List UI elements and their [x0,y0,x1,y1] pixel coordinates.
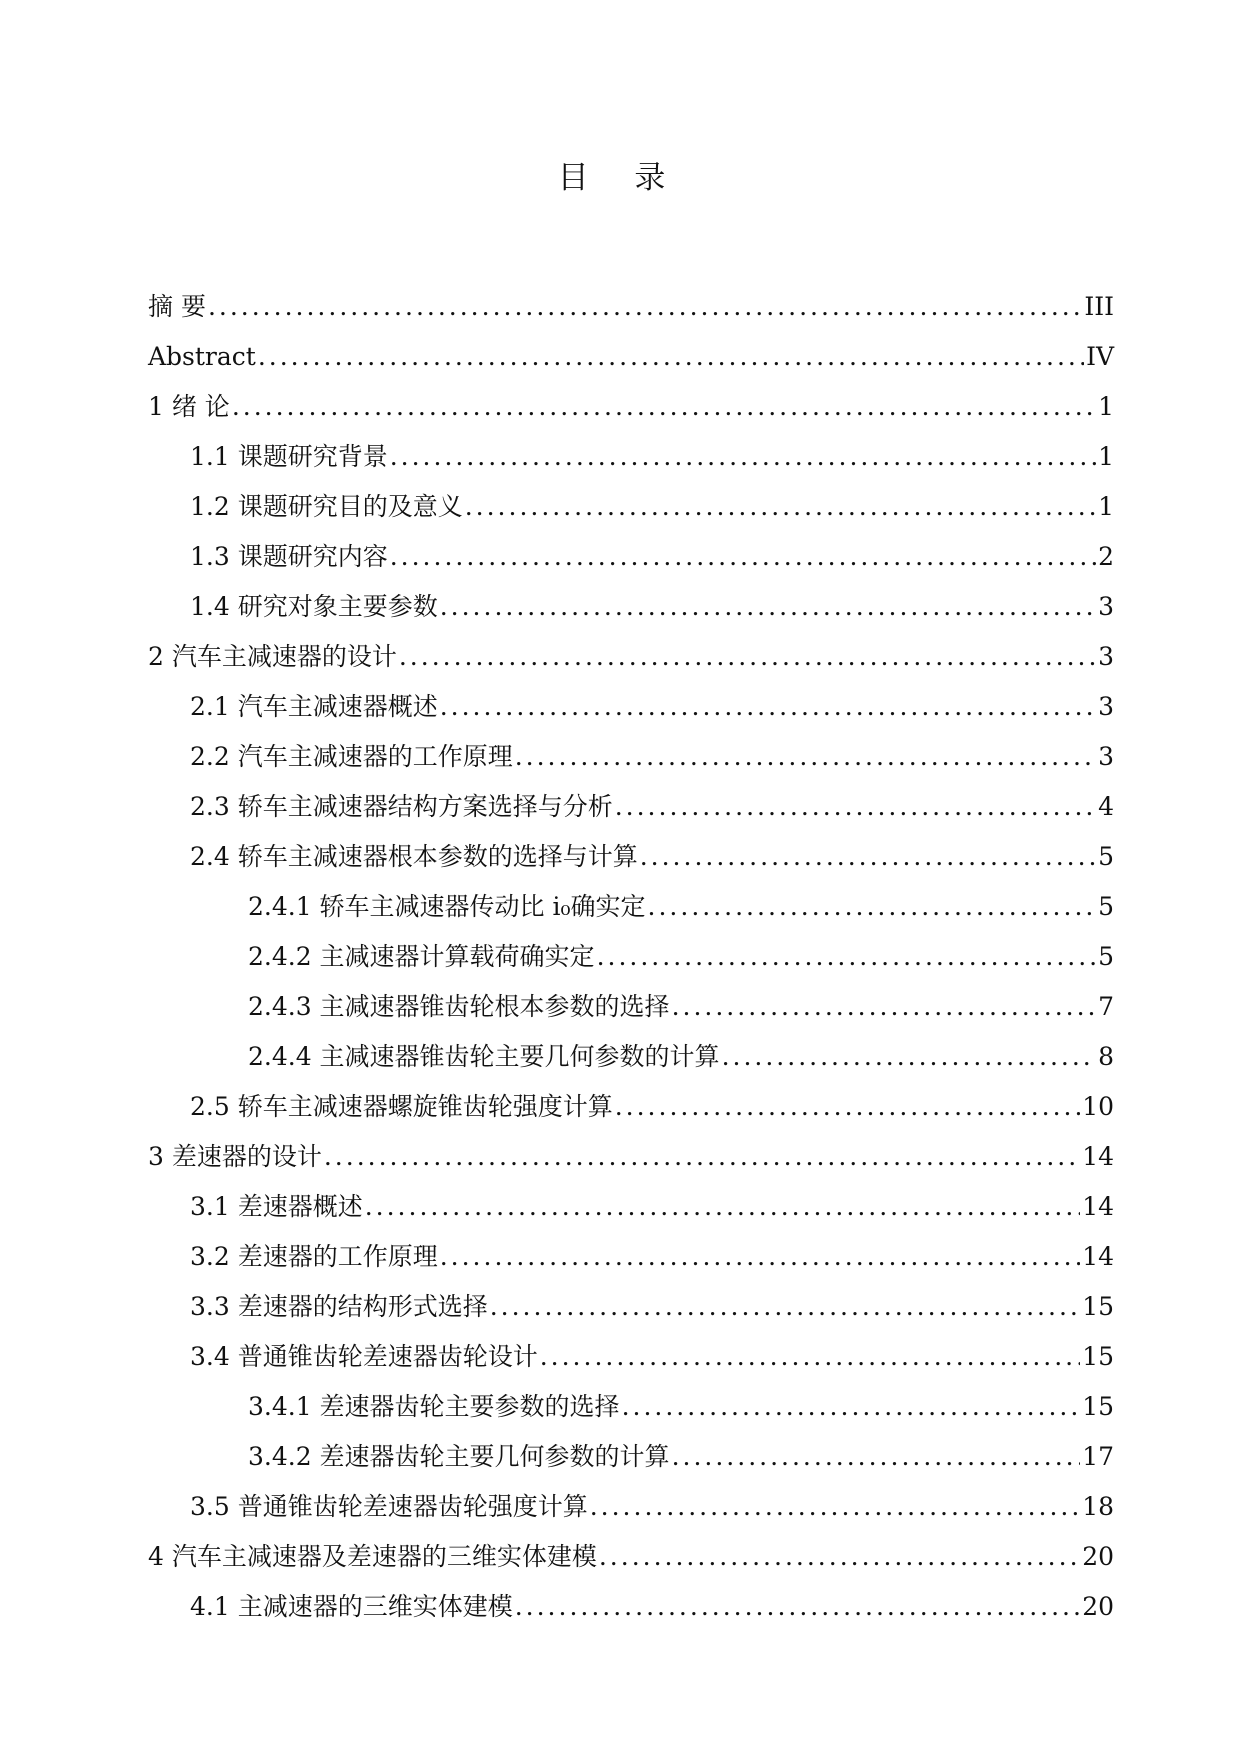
dot-leader [258,342,1084,372]
dot-leader [440,1242,1080,1272]
toc-entry-page-number: 7 [1098,992,1114,1021]
toc-entry[interactable] [148,872,1114,922]
toc-entry-label: 4.1 主减速器的三维实体建模 [190,1592,513,1621]
toc-entry-page-number: 18 [1082,1492,1114,1521]
toc-entry-page-number: 10 [1082,1092,1114,1121]
toc-entry[interactable] [148,272,1114,322]
toc-entry[interactable] [148,1322,1114,1372]
toc-entry[interactable] [148,322,1114,372]
dot-leader [390,542,1096,572]
toc-entry-page-number: 14 [1082,1242,1114,1271]
dot-leader [597,942,1097,972]
toc-entry-page-number: 14 [1082,1142,1114,1171]
toc-entry-label: 3.3 差速器的结构形式选择 [190,1292,488,1321]
toc-entry-page-number: 20 [1082,1592,1114,1621]
toc-entry[interactable] [148,1472,1114,1522]
dot-leader [390,442,1096,472]
toc-entry[interactable] [148,1022,1114,1072]
toc-entry[interactable] [148,972,1114,1022]
dot-leader [515,1592,1080,1622]
toc-entry-label: 1 绪 论 [148,392,230,421]
dot-leader [722,1042,1097,1072]
toc-entry-page-number: 17 [1082,1442,1114,1471]
toc-entry[interactable] [148,672,1114,722]
toc-entry-page-number: 3 [1098,692,1114,721]
toc-entry-page-number: 5 [1098,942,1114,971]
toc-entry[interactable] [148,572,1114,622]
toc-entry-label: 3.2 差速器的工作原理 [190,1242,438,1271]
toc-entry-page-number: 20 [1082,1542,1114,1571]
toc-entry-page-number: 1 [1098,442,1114,471]
toc-entry-label: 2.4 轿车主减速器根本参数的选择与计算 [190,842,638,871]
toc-entry-page-number: 1 [1098,392,1114,421]
toc-entry-label: 1.4 研究对象主要参数 [190,592,438,621]
toc-entry[interactable] [148,472,1114,522]
toc-entry-label: 2.5 轿车主减速器螺旋锥齿轮强度计算 [190,1092,613,1121]
toc-entry-page-number: 14 [1082,1192,1114,1221]
dot-leader [399,642,1096,672]
dot-leader [465,492,1096,522]
toc-entry-page-number: 3 [1098,592,1114,621]
dot-leader [622,1392,1081,1422]
toc-entry-page-number: 4 [1098,792,1114,821]
toc-entry-page-number: 3 [1098,642,1114,671]
toc-entry-page-number: 1 [1098,492,1114,521]
dot-leader [672,992,1097,1022]
dot-leader [515,742,1096,772]
toc-entry-page-number: 3 [1098,742,1114,771]
toc-entry-label: 3 差速器的设计 [148,1142,322,1171]
toc-entry[interactable] [148,722,1114,772]
toc-entry-label: 4 汽车主减速器及差速器的三维实体建模 [148,1542,597,1571]
toc-entry[interactable] [148,1222,1114,1272]
toc-entry-page-number: 5 [1098,842,1114,871]
dot-leader [599,1542,1080,1572]
toc-entry-label: 3.4.1 差速器齿轮主要参数的选择 [248,1392,620,1421]
toc-entry-page-number: 8 [1098,1042,1114,1071]
toc-entry[interactable] [148,422,1114,472]
toc-entry[interactable] [148,922,1114,972]
toc-entry-label: 1.2 课题研究目的及意义 [190,492,463,521]
toc-entry[interactable] [148,1272,1114,1322]
dot-leader [324,1142,1080,1172]
toc-entry-label: 3.5 普通锥齿轮差速器齿轮强度计算 [190,1492,588,1521]
dot-leader [440,592,1096,622]
toc-entry-page-number: IV [1086,342,1114,371]
toc-entry-label: 2.4.2 主减速器计算载荷确实定 [248,942,595,971]
toc-entry[interactable] [148,1572,1114,1622]
toc-entry-label: Abstract [148,342,256,371]
dot-leader [615,792,1096,822]
toc-entry-page-number: 5 [1098,892,1114,921]
toc-entry[interactable] [148,772,1114,822]
table-of-contents [148,272,1114,1622]
toc-entry-page-number: 15 [1082,1292,1114,1321]
toc-entry-label: 3.1 差速器概述 [190,1192,363,1221]
toc-entry[interactable] [148,1122,1114,1172]
toc-entry-label: 2.4.4 主减速器锥齿轮主要几何参数的计算 [248,1042,720,1071]
dot-leader [640,842,1096,872]
toc-entry[interactable] [148,1172,1114,1222]
toc-entry-label: 2.4.1 轿车主减速器传动比 i₀确实定 [248,892,646,921]
toc-entry[interactable] [148,1072,1114,1122]
dot-leader [208,292,1082,322]
toc-entry[interactable] [148,522,1114,572]
toc-entry-page-number: 15 [1082,1392,1114,1421]
toc-entry-label: 1.1 课题研究背景 [190,442,388,471]
toc-entry-label: 2 汽车主减速器的设计 [148,642,397,671]
toc-entry[interactable] [148,372,1114,422]
dot-leader [232,392,1096,422]
dot-leader [590,1492,1080,1522]
toc-entry-label: 摘 要 [148,292,206,321]
toc-entry-label: 2.3 轿车主减速器结构方案选择与分析 [190,792,613,821]
toc-entry-label: 2.1 汽车主减速器概述 [190,692,438,721]
page-title: 目 录 [557,160,684,196]
toc-entry[interactable] [148,1372,1114,1422]
toc-entry[interactable] [148,622,1114,672]
toc-entry-label: 1.3 课题研究内容 [190,542,388,571]
toc-entry-page-number: 2 [1098,542,1114,571]
toc-entry-page-number: III [1084,292,1114,321]
dot-leader [490,1292,1080,1322]
toc-entry-page-number: 15 [1082,1342,1114,1371]
dot-leader [365,1192,1080,1222]
toc-entry[interactable] [148,1422,1114,1472]
toc-entry-label: 3.4 普通锥齿轮差速器齿轮设计 [190,1342,538,1371]
dot-leader [648,892,1097,922]
toc-entry-label: 2.2 汽车主减速器的工作原理 [190,742,513,771]
toc-entry-label: 2.4.3 主减速器锥齿轮根本参数的选择 [248,992,670,1021]
toc-entry[interactable] [148,1522,1114,1572]
dot-leader [672,1442,1081,1472]
dot-leader [540,1342,1080,1372]
toc-entry[interactable] [148,822,1114,872]
dot-leader [615,1092,1080,1122]
toc-entry-label: 3.4.2 差速器齿轮主要几何参数的计算 [248,1442,670,1471]
dot-leader [440,692,1096,722]
